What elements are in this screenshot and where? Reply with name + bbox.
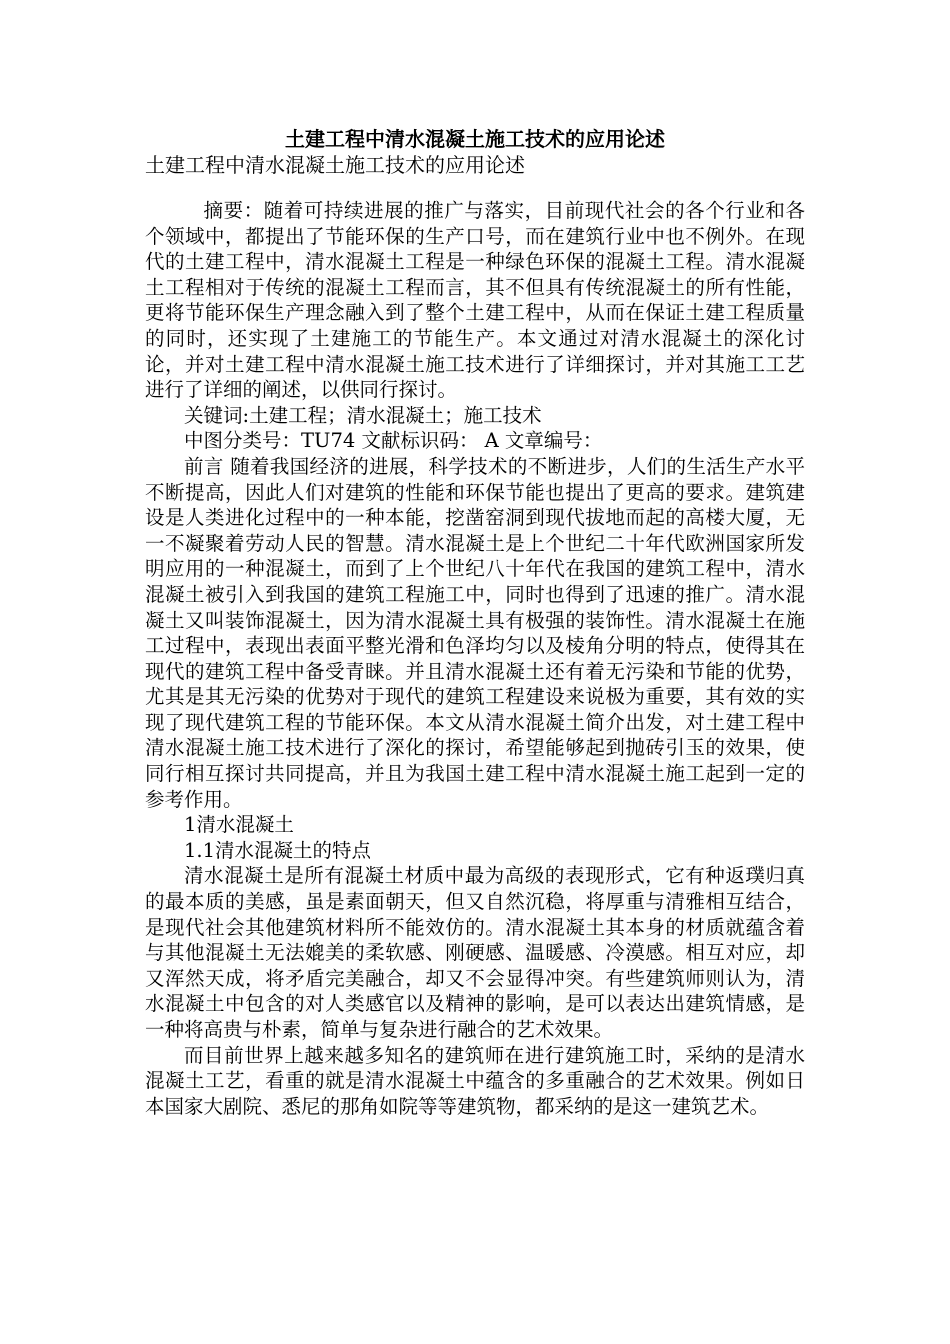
abstract-paragraph: 摘要：随着可持续进展的推广与落实，目前现代社会的各个行业和各个领域中，都提出了节能环保的生产口号，而在建筑行业中也不例外。在现代的土建工程中，清水混凝土工程是一种绿色环保的混凝土工程。清水混凝土工程相对于传统的混凝土工程而言，其不但具有传统混凝土的所有性能，更将节能环保生产理念融入到了整个土建工程中，从而在保证土建工程质量的同时，还实现了土建施工的节能生产。本文通过对清水混凝土的深化讨论，并对土建工程中清水混凝土施工技术进行了详细探讨，并对其施工工艺进行了详细的阐述，以供同行探讨。 [145, 199, 805, 402]
body-paragraph-1: 清水混凝土是所有混凝土材质中最为高级的表现形式，它有种返璞归真的最本质的美感，虽是素面朝天，但又自然沉稳，将厚重与清雅相互结合，是现代社会其他建筑材料所不能效仿的。清水混凝土其本身的材质就蕴含着与其他混凝土无法媲美的柔软感、刚硬感、温暖感、冷漠感。相互对应，却又浑然天成，将矛盾完美融合，却又不会显得冲突。有些建筑师则认为，清水混凝土中包含的对人类感官以及精神的影响，是可以表达出建筑情感，是一种将高贵与朴素，简单与复杂进行融合的艺术效果。 [145, 864, 805, 1041]
preface-paragraph: 前言 随着我国经济的进展，科学技术的不断进步，人们的生活生产水平不断提高，因此人们对建筑的性能和环保节能也提出了更高的要求。建筑建设是人类进化过程中的一种本能，挖凿窑洞到现代拔地而起的高楼大厦，无一不凝聚着劳动人民的智慧。清水混凝土是上个世纪二十年代欧洲国家所发明应用的一种混凝土，而到了上个世纪八十年代在我国的建筑工程中，清水混凝土被引入到我国的建筑工程施工中，同时也得到了迅速的推广。清水混凝土又叫装饰混凝土，因为清水混凝土具有极强的装饰性。清水混凝土在施工过程中，表现出表面平整光滑和色泽均匀以及棱角分明的特点，使得其在现代的建筑工程中备受青睐。并且清水混凝土还有着无污染和节能的优势，尤其是其无污染的优势对于现代的建筑工程建设来说极为重要，其有效的实现了现代建筑工程的节能环保。本文从清水混凝土简介出发，对土建工程中清水混凝土施工技术进行了深化的探讨，希望能够起到抛砖引玉的效果，使同行相互探讨共同提高，并且为我国土建工程中清水混凝土施工起到一定的参考作用。 [145, 454, 805, 811]
document-title: 土建工程中清水混凝土施工技术的应用论述 [285, 127, 665, 151]
classification-line: 中图分类号：TU74 文献标识码： A 文章编号： [184, 429, 603, 453]
section-1-heading: 1清水混凝土 [184, 813, 294, 837]
body-paragraph-2: 而目前世界上越来越多知名的建筑师在进行建筑施工时，采纳的是清水混凝土工艺，看重的就是清水混凝土中蕴含的多重融合的艺术效果。例如日本国家大剧院、悉尼的那角如院等等建筑物，都采纳的是这一建筑艺术。 [145, 1043, 805, 1118]
keywords-line: 关键词:土建工程；清水混凝土；施工技术 [184, 403, 542, 427]
document-page [145, 126, 805, 1119]
document-subtitle: 土建工程中清水混凝土施工技术的应用论述 [145, 153, 525, 177]
section-1-1-heading: 1.1清水混凝土的特点 [184, 838, 372, 862]
